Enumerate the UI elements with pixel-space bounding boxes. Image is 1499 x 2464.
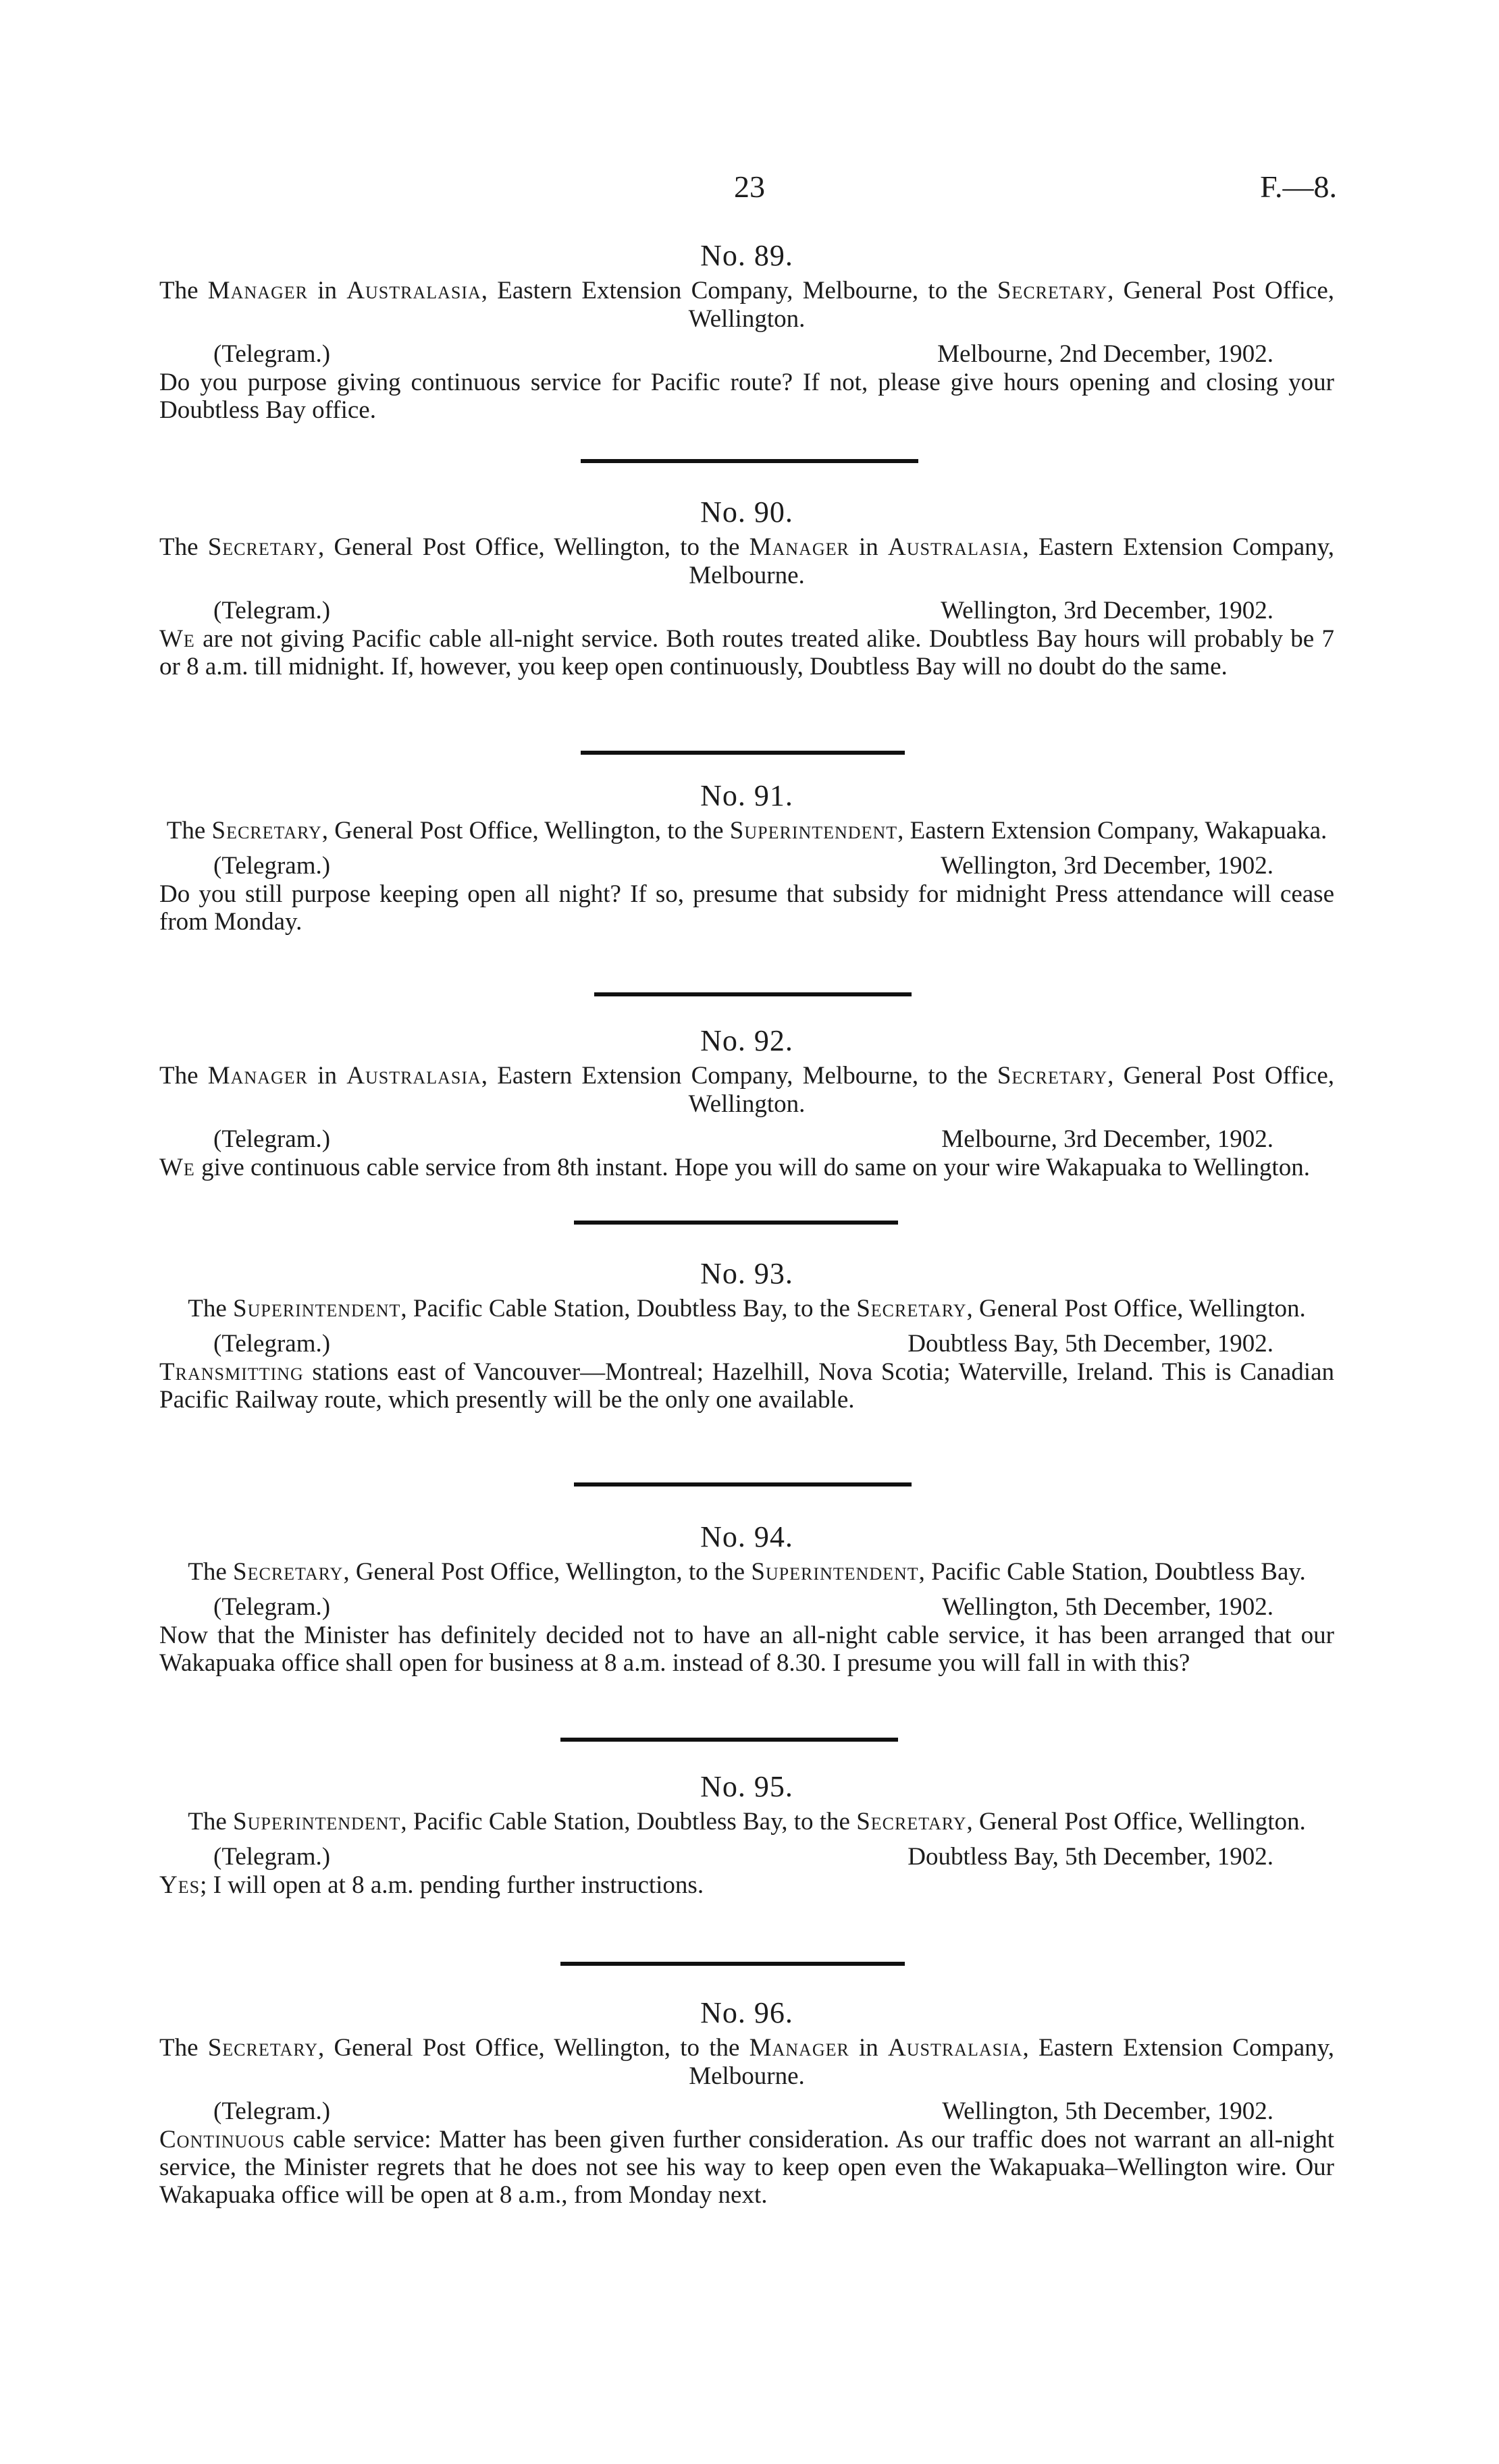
heading-title: Manager <box>207 1062 308 1090</box>
heading-text: , General Post Office, Wellington. <box>966 1808 1306 1836</box>
heading-text: , General Post Office, Wellington. <box>688 277 1335 333</box>
heading-text: , Eastern Extension Company, Melbourne, to the <box>481 1062 997 1090</box>
heading-title: Australasia <box>888 533 1023 561</box>
telegram-type: (Telegram.) <box>213 2097 331 2125</box>
telegram-meta <box>159 1125 1334 1154</box>
heading-title: Secretary <box>997 277 1108 304</box>
telegram-meta <box>159 1843 1334 1871</box>
heading-text: The <box>159 2034 208 2062</box>
heading-title: Secretary <box>997 1062 1108 1090</box>
telegram-entry-94 <box>159 1519 1334 1677</box>
telegram-type: (Telegram.) <box>213 852 331 880</box>
separator-rule <box>594 992 912 996</box>
heading-text: , Eastern Extension Company, Wakapuaka. <box>897 817 1327 845</box>
body-text: are not giving Pacific cable all-night service. Both routes treated alike. Doubtless Bay hours will probably be 7 or 8 a.m. till midnight. If, however, you keep open continuously, Doubtless Bay will no doubt do the same. <box>159 625 1334 680</box>
entry-heading <box>159 1062 1334 1119</box>
body-lead-word: We <box>159 1154 195 1181</box>
heading-title: Superintendent <box>751 1558 919 1586</box>
heading-title: Superintendent <box>233 1808 401 1836</box>
separator-rule <box>560 1962 905 1966</box>
place-date: Wellington, 5th December, 1902. <box>942 1593 1273 1621</box>
heading-text: , General Post Office, Wellington, to the <box>318 2034 750 2062</box>
telegram-body <box>159 369 1334 424</box>
heading-text: in <box>308 277 347 304</box>
heading-text: The <box>159 277 208 304</box>
body-text: Do you purpose giving continuous service for Pacific route? If not, please give hours opening and closing your Doubtless Bay office. <box>159 369 1334 424</box>
entry-number: No. 95. <box>700 1770 793 1803</box>
body-lead-word: Transmitting <box>159 1358 304 1386</box>
heading-text: , Eastern Extension Company, Melbourne. <box>689 533 1334 589</box>
telegram-entry-90 <box>159 494 1334 680</box>
body-text: Do you still purpose keeping open all night? If so, presume that subsidy for midnight Press attendance will cease from Monday. <box>159 880 1334 936</box>
heading-title: Secretary <box>233 1558 344 1586</box>
heading-text: , Pacific Cable Station, Doubtless Bay, to the <box>400 1808 857 1836</box>
telegram-body <box>159 2126 1334 2209</box>
heading-title: Superintendent <box>729 817 898 845</box>
heading-text: , General Post Office, Wellington, to the <box>318 533 750 561</box>
separator-rule <box>574 1221 898 1225</box>
telegram-body <box>159 1622 1334 1677</box>
separator-rule <box>560 1738 898 1742</box>
heading-title: Australasia <box>346 1062 481 1090</box>
heading-title: Secretary <box>207 533 319 561</box>
telegram-type: (Telegram.) <box>213 1593 331 1621</box>
entry-heading <box>159 277 1334 333</box>
entry-number: No. 89. <box>700 239 793 272</box>
entry-heading <box>159 817 1334 845</box>
heading-text: The <box>159 1062 208 1090</box>
heading-title: Australasia <box>346 277 481 304</box>
telegram-type: (Telegram.) <box>213 1330 331 1358</box>
telegram-type: (Telegram.) <box>213 340 331 368</box>
heading-title: Superintendent <box>233 1295 401 1322</box>
heading-title: Secretary <box>856 1808 967 1836</box>
heading-text: , Eastern Extension Company, Melbourne, to the <box>481 277 997 304</box>
body-lead-word: Continuous <box>159 2126 286 2153</box>
telegram-type: (Telegram.) <box>213 1843 331 1871</box>
entry-number: No. 90. <box>700 496 793 529</box>
telegram-body <box>159 625 1334 680</box>
place-date: Wellington, 3rd December, 1902. <box>941 597 1273 624</box>
heading-text: , General Post Office, Wellington, to the <box>321 817 730 845</box>
body-text: cable service: Matter has been given further consideration. As our traffic does not warrant an all-night service, the Minister regrets that he does not see his way to keep open even the Wakapuaka–Wellington wire. Our Wakapuaka office will be open at 8 a.m., from Monday next. <box>159 2126 1334 2209</box>
heading-text: , General Post Office, Wellington, to the <box>343 1558 752 1586</box>
telegram-entry-95 <box>159 1769 1334 1899</box>
telegram-body <box>159 1154 1334 1181</box>
body-lead-word: We <box>159 625 195 653</box>
entry-number: No. 94. <box>700 1520 793 1553</box>
heading-title: Secretary <box>856 1295 967 1322</box>
heading-title: Secretary <box>211 817 322 845</box>
heading-text: , Pacific Cable Station, Doubtless Bay, to the <box>400 1295 857 1322</box>
telegram-entry-93 <box>159 1256 1334 1414</box>
body-text: ; I will open at 8 a.m. pending further instructions. <box>200 1871 704 1899</box>
heading-text: , General Post Office, Wellington. <box>966 1295 1306 1322</box>
place-date: Melbourne, 3rd December, 1902. <box>941 1125 1273 1153</box>
telegram-meta <box>159 2097 1334 2126</box>
telegram-type: (Telegram.) <box>213 1125 331 1153</box>
heading-text: The <box>188 1295 234 1322</box>
heading-title: Secretary <box>207 2034 319 2062</box>
telegram-meta <box>159 597 1334 625</box>
heading-text: , General Post Office, Wellington. <box>688 1062 1335 1118</box>
heading-text: in <box>849 533 888 561</box>
separator-rule <box>574 1482 912 1487</box>
heading-title: Manager <box>207 277 308 304</box>
place-date: Wellington, 3rd December, 1902. <box>941 852 1273 880</box>
heading-title: Australasia <box>888 2034 1023 2062</box>
telegram-entry-89 <box>159 238 1334 424</box>
telegram-meta <box>159 1593 1334 1622</box>
entry-heading <box>159 1558 1334 1586</box>
heading-title: Manager <box>749 533 849 561</box>
telegram-body <box>159 880 1334 936</box>
document-reference: F.—8. <box>1260 169 1337 204</box>
heading-text: in <box>308 1062 347 1090</box>
heading-text: The <box>166 817 212 845</box>
entry-number: No. 96. <box>700 1996 793 2029</box>
entry-heading <box>159 2034 1334 2091</box>
heading-title: Manager <box>749 2034 849 2062</box>
entry-heading <box>159 1808 1334 1836</box>
entry-number: No. 92. <box>700 1024 793 1057</box>
place-date: Doubtless Bay, 5th December, 1902. <box>908 1330 1273 1358</box>
separator-rule <box>581 459 918 463</box>
place-date: Doubtless Bay, 5th December, 1902. <box>908 1843 1273 1871</box>
telegram-body <box>159 1358 1334 1414</box>
heading-text: The <box>188 1558 234 1586</box>
body-text: give continuous cable service from 8th instant. Hope you will do same on your wire Wakapuaka to Wellington. <box>194 1154 1310 1181</box>
telegram-entry-96 <box>159 1995 1334 2209</box>
body-text: stations east of Vancouver—Montreal; Hazelhill, Nova Scotia; Waterville, Ireland. This is Canadian Pacific Railway route, which presently will be the only one available. <box>159 1358 1334 1414</box>
entry-heading <box>159 1295 1334 1323</box>
entry-number: No. 93. <box>700 1257 793 1290</box>
heading-text: , Eastern Extension Company, Melbourne. <box>689 2034 1334 2090</box>
heading-text: in <box>849 2034 888 2062</box>
telegram-meta <box>159 1330 1334 1358</box>
separator-rule <box>581 751 905 755</box>
place-date: Melbourne, 2nd December, 1902. <box>937 340 1273 368</box>
telegram-body <box>159 1871 1334 1899</box>
heading-text: The <box>188 1808 234 1836</box>
heading-text: , Pacific Cable Station, Doubtless Bay. <box>918 1558 1306 1586</box>
page-number: 23 <box>734 169 765 204</box>
entry-number: No. 91. <box>700 779 793 812</box>
place-date: Wellington, 5th December, 1902. <box>942 2097 1273 2125</box>
telegram-entry-92 <box>159 1023 1334 1181</box>
telegram-type: (Telegram.) <box>213 597 331 624</box>
telegram-entry-91 <box>159 778 1334 936</box>
heading-text: The <box>159 533 208 561</box>
telegram-meta <box>159 340 1334 369</box>
body-lead-word: Yes <box>159 1871 201 1899</box>
telegram-meta <box>159 852 1334 880</box>
entry-heading <box>159 533 1334 590</box>
body-text: Now that the Minister has definitely decided not to have an all-night cable service, it has been arranged that our Wakapuaka office shall open for business at 8 a.m. instead of 8.30. I presume you will fall in with this? <box>159 1622 1334 1677</box>
